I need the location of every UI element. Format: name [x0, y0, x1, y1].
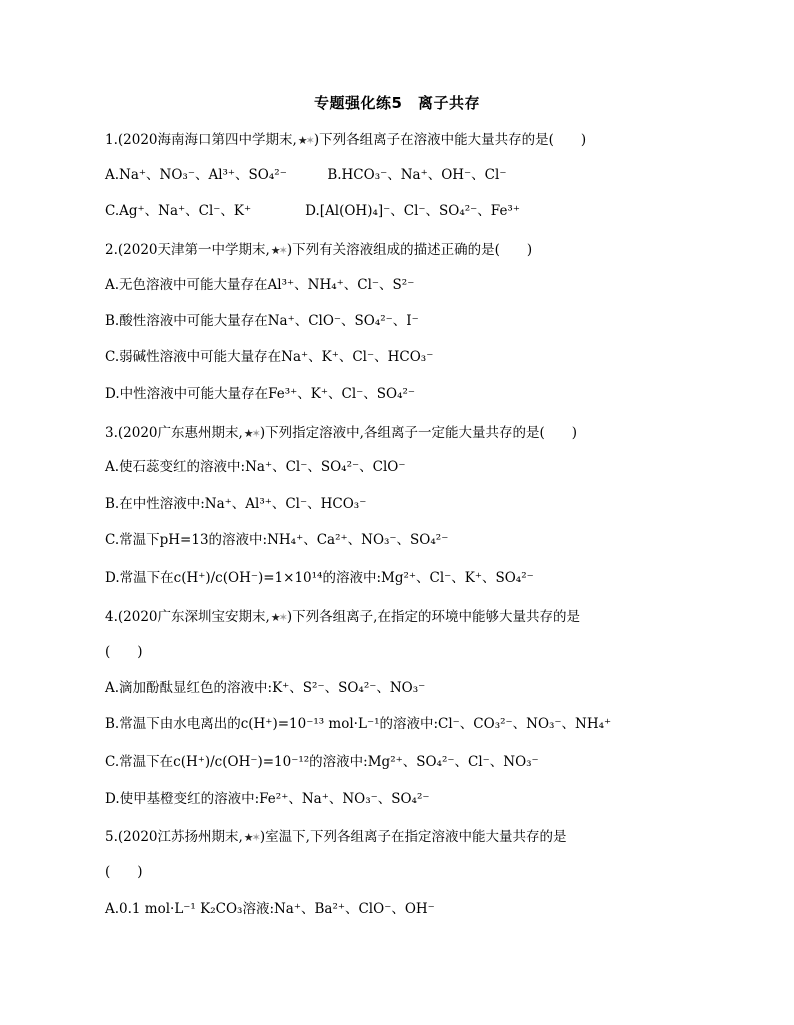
question-4-answer-bracket: ( ) [105, 644, 143, 660]
question-4-option-a: A.滴加酚酞显红色的溶液中:K⁺、S²⁻、SO₄²⁻、NO₃⁻ [105, 680, 426, 696]
question-2-option-b: B.酸性溶液中可能大量存在Na⁺、ClO⁻、SO₄²⁻、I⁻ [105, 313, 419, 329]
question-1-options-ab: A.Na⁺、NO₃⁻、Al³⁺、SO₄²⁻ B.HCO₃⁻、Na⁺、OH⁻、Cl⁻ [105, 167, 507, 183]
page-title: 专题强化练5 离子共存 [314, 94, 480, 112]
question-1-options-cd: C.Ag⁺、Na⁺、Cl⁻、K⁺ D.[Al(OH)₄]⁻、Cl⁻、SO₄²⁻、Fe³⁺ [105, 203, 520, 219]
question-3-option-d: D.常温下在c(H⁺)/c(OH⁻)=1×10¹⁴的溶液中:Mg²⁺、Cl⁻、K⁺、SO₄²⁻ [105, 570, 534, 586]
question-3-option-b: B.在中性溶液中:Na⁺、Al³⁺、Cl⁻、HCO₃⁻ [105, 496, 367, 512]
question-5-stem: 5.(2020江苏扬州期末,★✶)室温下,下列各组离子在指定溶液中能大量共存的是 [105, 827, 566, 848]
question-4-option-b: B.常温下由水电离出的c(H⁺)=10⁻¹³ mol·L⁻¹的溶液中:Cl⁻、CO₃²⁻、NO₃⁻、NH₄⁺ [105, 716, 612, 732]
question-2-option-c: C.弱碱性溶液中可能大量存在Na⁺、K⁺、Cl⁻、HCO₃⁻ [105, 349, 434, 365]
question-5-option-a: A.0.1 mol·L⁻¹ K₂CO₃溶液:Na⁺、Ba²⁺、ClO⁻、OH⁻ [105, 901, 435, 917]
question-4-option-d: D.使甲基橙变红的溶液中:Fe²⁺、Na⁺、NO₃⁻、SO₄²⁻ [105, 791, 430, 807]
question-3-option-a: A.使石蕊变红的溶液中:Na⁺、Cl⁻、SO₄²⁻、ClO⁻ [105, 459, 406, 475]
difficulty-star-icon: ★✶ [270, 611, 286, 624]
question-2-stem: 2.(2020天津第一中学期末,★✶)下列有关溶液组成的描述正确的是( ) [105, 240, 532, 261]
difficulty-star-icon: ★✶ [297, 134, 313, 147]
question-5-answer-bracket: ( ) [105, 864, 143, 880]
question-3-option-c: C.常温下pH=13的溶液中:NH₄⁺、Ca²⁺、NO₃⁻、SO₄²⁻ [105, 532, 449, 548]
difficulty-star-icon: ★✶ [243, 831, 259, 844]
question-3-stem: 3.(2020广东惠州期末,★✶)下列指定溶液中,各组离子一定能大量共存的是( ) [105, 423, 577, 444]
question-4-stem: 4.(2020广东深圳宝安期末,★✶)下列各组离子,在指定的环境中能够大量共存的是 [105, 607, 580, 628]
question-4-option-c: C.常温下在c(H⁺)/c(OH⁻)=10⁻¹²的溶液中:Mg²⁺、SO₄²⁻、Cl⁻、NO₃⁻ [105, 754, 539, 770]
difficulty-star-icon: ★✶ [243, 427, 259, 440]
difficulty-star-icon: ★✶ [270, 244, 286, 257]
question-1-stem: 1.(2020海南海口第四中学期末,★✶)下列各组离子在溶液中能大量共存的是( ) [105, 130, 586, 151]
question-2-option-a: A.无色溶液中可能大量存在Al³⁺、NH₄⁺、Cl⁻、S²⁻ [105, 277, 415, 293]
question-2-option-d: D.中性溶液中可能大量存在Fe³⁺、K⁺、Cl⁻、SO₄²⁻ [105, 386, 416, 402]
